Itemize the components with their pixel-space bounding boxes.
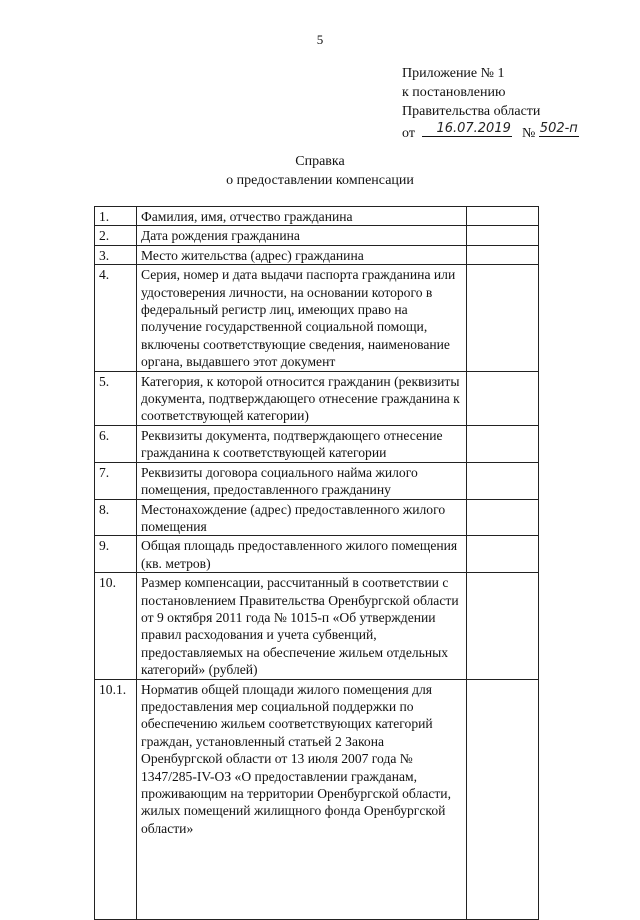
title-line-1: Справка bbox=[295, 154, 345, 169]
handwritten-date: 16.07.2019 bbox=[436, 121, 511, 136]
row-number: 9. bbox=[95, 536, 137, 573]
table-row bbox=[95, 245, 539, 264]
row-number: 6. bbox=[95, 425, 137, 462]
row-description: Размер компенсации, рассчитанный в соответствии с постановлением Правительства Оренбургской области от 9 октября 2011 года № 1015-п «Об утверждении правил расходования и учета субвенций, предоставляемых на обеспечение жильем отдельных категорий» (рублей) bbox=[137, 573, 467, 679]
table-row bbox=[95, 226, 539, 245]
row-value-cell[interactable] bbox=[467, 536, 539, 573]
document-title bbox=[0, 152, 640, 190]
row-number: 4. bbox=[95, 265, 137, 371]
appendix-line-3: Правительства области bbox=[402, 104, 541, 119]
row-value-cell[interactable] bbox=[467, 573, 539, 679]
row-value-cell[interactable] bbox=[467, 425, 539, 462]
handwritten-number: 502-п bbox=[539, 121, 578, 136]
from-label: от bbox=[402, 126, 415, 141]
row-description: Дата рождения гражданина bbox=[137, 226, 467, 245]
row-number: 5. bbox=[95, 371, 137, 425]
row-value-cell[interactable] bbox=[467, 371, 539, 425]
table-row bbox=[95, 536, 539, 573]
row-number: 3. bbox=[95, 245, 137, 264]
row-value-cell[interactable] bbox=[467, 462, 539, 499]
row-description: Место жительства (адрес) гражданина bbox=[137, 245, 467, 264]
row-description: Серия, номер и дата выдачи паспорта гражданина или удостоверения личности, на основании которого в федеральный регистр лиц, имеющих право на получение государственной социальной помощи, включены соответствующие сведения, наименование органа, выдавшего этот документ bbox=[137, 265, 467, 371]
appendix-line-2: к постановлению bbox=[402, 85, 506, 100]
page-number: 5 bbox=[316, 32, 324, 47]
row-description: Фамилия, имя, отчество гражданина bbox=[137, 207, 467, 226]
row-description: Норматив общей площади жилого помещения для предоставления мер социальной поддержки по обеспечению жильем соответствующих категорий граждан, установленный статьей 2 Закона Оренбургской области от 13 июля 2007 года № 1347/285-IV-ОЗ «О предоставлении гражданам, проживающим на территории Оренбургской области, жилых помещений жилищного фонда Оренбургской области» bbox=[137, 679, 467, 919]
table-row bbox=[95, 425, 539, 462]
row-description: Местонахождение (адрес) предоставленного жилого помещения bbox=[137, 499, 467, 536]
number-label: № bbox=[521, 126, 536, 141]
table-row bbox=[95, 573, 539, 679]
table-row bbox=[95, 371, 539, 425]
row-value-cell[interactable] bbox=[467, 226, 539, 245]
row-number: 10. bbox=[95, 573, 137, 679]
row-number: 2. bbox=[95, 226, 137, 245]
row-value-cell[interactable] bbox=[467, 679, 539, 919]
table-row bbox=[95, 679, 539, 919]
row-description: Категория, к которой относится гражданин (реквизиты документа, подтверждающего отнесение гражданина к соответствующей категории) bbox=[137, 371, 467, 425]
row-value-cell[interactable] bbox=[467, 245, 539, 264]
appendix-header bbox=[402, 64, 579, 143]
row-description: Реквизиты договора социального найма жилого помещения, предоставленного гражданину bbox=[137, 462, 467, 499]
row-value-cell[interactable] bbox=[467, 207, 539, 226]
row-number: 7. bbox=[95, 462, 137, 499]
table-row bbox=[95, 499, 539, 536]
row-description: Реквизиты документа, подтверждающего отнесение гражданина к соответствующей категории bbox=[137, 425, 467, 462]
table-row bbox=[95, 462, 539, 499]
row-value-cell[interactable] bbox=[467, 265, 539, 371]
appendix-line-1: Приложение № 1 bbox=[402, 66, 505, 81]
table-row bbox=[95, 265, 539, 371]
appendix-date-line bbox=[402, 121, 579, 143]
date-field bbox=[422, 121, 512, 137]
row-number: 10.1. bbox=[95, 679, 137, 919]
title-line-2: о предоставлении компенсации bbox=[226, 173, 414, 188]
row-value-cell[interactable] bbox=[467, 499, 539, 536]
row-number: 8. bbox=[95, 499, 137, 536]
table-row bbox=[95, 207, 539, 226]
row-description: Общая площадь предоставленного жилого помещения (кв. метров) bbox=[137, 536, 467, 573]
number-field bbox=[539, 121, 579, 137]
row-number: 1. bbox=[95, 207, 137, 226]
certificate-table bbox=[94, 206, 539, 920]
